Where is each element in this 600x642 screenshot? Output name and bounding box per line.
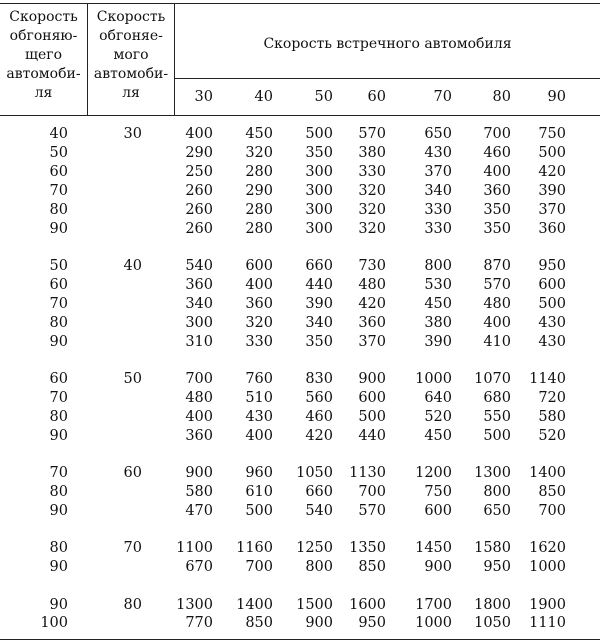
distance-cell: 350 bbox=[305, 144, 333, 161]
distance-cell: 550 bbox=[483, 408, 511, 425]
distance-cell: 320 bbox=[245, 144, 273, 161]
distance-cell: 450 bbox=[424, 295, 452, 312]
header-line: мого bbox=[113, 47, 149, 63]
distance-cell: 330 bbox=[245, 333, 273, 350]
distance-cell: 300 bbox=[305, 163, 333, 180]
distance-cell: 500 bbox=[245, 502, 273, 519]
distance-cell: 1450 bbox=[415, 540, 452, 557]
distance-cell: 580 bbox=[538, 408, 566, 425]
distance-cell: 750 bbox=[424, 483, 452, 500]
distance-cell: 460 bbox=[305, 408, 333, 425]
header-line: обгоняю- bbox=[9, 28, 78, 44]
overtaking-speed-cell: 70 bbox=[49, 182, 68, 199]
distance-cell: 260 bbox=[185, 220, 213, 237]
overtaking-speed-cell: 90 bbox=[49, 333, 68, 350]
overtaking-speed-cell: 90 bbox=[49, 220, 68, 237]
overtaken-speed-cell: 70 bbox=[123, 540, 142, 557]
overtaking-speed-cell: 90 bbox=[49, 502, 68, 519]
distance-cell: 300 bbox=[185, 314, 213, 331]
distance-cell: 1350 bbox=[349, 540, 386, 557]
overtaken-speed-cell: 50 bbox=[123, 370, 142, 387]
overtaken-speed-cell: 80 bbox=[123, 596, 142, 613]
distance-cell: 500 bbox=[483, 427, 511, 444]
distance-cell: 260 bbox=[185, 201, 213, 218]
distance-cell: 400 bbox=[245, 427, 273, 444]
overtaking-speed-cell: 70 bbox=[49, 295, 68, 312]
distance-cell: 700 bbox=[245, 559, 273, 576]
distance-cell: 870 bbox=[483, 257, 511, 274]
overtaking-speed-cell: 90 bbox=[49, 427, 68, 444]
header-sub-rule bbox=[174, 78, 600, 79]
overtaking-speed-cell: 80 bbox=[49, 201, 68, 218]
distance-cell: 1600 bbox=[349, 596, 386, 613]
distance-cell: 430 bbox=[424, 144, 452, 161]
header-oncoming-title: Скорость встречного автомобиля bbox=[263, 36, 512, 52]
oncoming-speed-header: 60 bbox=[367, 89, 386, 105]
distance-cell: 570 bbox=[358, 126, 386, 142]
distance-cell: 350 bbox=[305, 333, 333, 350]
distance-cell: 1140 bbox=[529, 370, 566, 387]
distance-cell: 1800 bbox=[474, 596, 511, 613]
distance-cell: 850 bbox=[245, 615, 273, 632]
distance-cell: 760 bbox=[245, 370, 273, 387]
distance-cell: 400 bbox=[185, 126, 213, 142]
distance-cell: 1400 bbox=[529, 465, 566, 481]
distance-cell: 720 bbox=[538, 389, 566, 406]
distance-cell: 540 bbox=[185, 257, 213, 274]
distance-cell: 370 bbox=[358, 333, 386, 350]
distance-cell: 670 bbox=[185, 559, 213, 576]
header-overtaking-speed bbox=[0, 8, 87, 103]
distance-cell: 770 bbox=[185, 615, 213, 632]
distance-cell: 340 bbox=[424, 182, 452, 199]
distance-cell: 1900 bbox=[529, 596, 566, 613]
distance-cell: 800 bbox=[305, 559, 333, 576]
distance-cell: 360 bbox=[245, 295, 273, 312]
oncoming-speed-header: 70 bbox=[433, 89, 452, 105]
table-bottom-rule bbox=[0, 639, 600, 640]
distance-cell: 340 bbox=[185, 295, 213, 312]
distance-cell: 520 bbox=[424, 408, 452, 425]
distance-cell: 600 bbox=[358, 389, 386, 406]
distance-cell: 280 bbox=[245, 220, 273, 237]
distance-cell: 1050 bbox=[296, 465, 333, 481]
distance-cell: 380 bbox=[358, 144, 386, 161]
distance-cell: 330 bbox=[358, 163, 386, 180]
oncoming-speed-header: 90 bbox=[547, 89, 566, 105]
overtaking-speed-cell: 50 bbox=[49, 144, 68, 161]
oncoming-speed-header: 30 bbox=[194, 89, 213, 105]
distance-cell: 950 bbox=[483, 559, 511, 576]
distance-cell: 360 bbox=[185, 276, 213, 293]
overtaken-speed-cell: 40 bbox=[123, 257, 142, 274]
overtaking-speed-cell: 90 bbox=[49, 559, 68, 576]
distance-cell: 390 bbox=[305, 295, 333, 312]
distance-cell: 300 bbox=[305, 220, 333, 237]
distance-cell: 480 bbox=[185, 389, 213, 406]
header-overtaken-speed bbox=[88, 8, 174, 103]
distance-cell: 950 bbox=[358, 615, 386, 632]
overtaking-speed-cell: 50 bbox=[49, 257, 68, 274]
distance-cell: 520 bbox=[538, 427, 566, 444]
distance-cell: 250 bbox=[185, 163, 213, 180]
distance-cell: 440 bbox=[305, 276, 333, 293]
distance-cell: 900 bbox=[185, 465, 213, 481]
header-line: ля bbox=[34, 85, 53, 101]
distance-cell: 360 bbox=[185, 427, 213, 444]
overtaking-speed-cell: 70 bbox=[49, 389, 68, 406]
distance-cell: 430 bbox=[538, 314, 566, 331]
header-line: автомоби- bbox=[93, 66, 169, 82]
distance-cell: 1000 bbox=[529, 559, 566, 576]
distance-cell: 320 bbox=[245, 314, 273, 331]
distance-cell: 350 bbox=[483, 220, 511, 237]
distance-cell: 680 bbox=[483, 389, 511, 406]
distance-cell: 370 bbox=[538, 201, 566, 218]
distance-cell: 400 bbox=[483, 163, 511, 180]
header-line: Скорость bbox=[9, 9, 78, 25]
distance-cell: 500 bbox=[538, 144, 566, 161]
header-line: автомоби- bbox=[6, 66, 81, 82]
distance-cell: 390 bbox=[538, 182, 566, 199]
distance-cell: 850 bbox=[538, 483, 566, 500]
header-line: обгоняе- bbox=[99, 28, 163, 44]
distance-cell: 510 bbox=[245, 389, 273, 406]
overtaking-speed-cell: 80 bbox=[49, 408, 68, 425]
overtaking-speed-cell: 70 bbox=[49, 465, 68, 481]
distance-cell: 1200 bbox=[415, 465, 452, 481]
distance-cell: 360 bbox=[358, 314, 386, 331]
distance-cell: 360 bbox=[483, 182, 511, 199]
distance-cell: 450 bbox=[245, 126, 273, 142]
distance-cell: 1100 bbox=[176, 540, 213, 557]
distance-cell: 1300 bbox=[176, 596, 213, 613]
distance-cell: 300 bbox=[305, 182, 333, 199]
distance-cell: 290 bbox=[245, 182, 273, 199]
distance-cell: 650 bbox=[483, 502, 511, 519]
distance-cell: 420 bbox=[358, 295, 386, 312]
distance-cell: 1300 bbox=[474, 465, 511, 481]
distance-cell: 1500 bbox=[296, 596, 333, 613]
distance-cell: 960 bbox=[245, 465, 273, 481]
header-line: ля bbox=[122, 85, 140, 101]
distance-cell: 420 bbox=[305, 427, 333, 444]
distance-cell: 900 bbox=[305, 615, 333, 632]
header-line: Скорость bbox=[96, 9, 166, 25]
distance-cell: 600 bbox=[245, 257, 273, 274]
distance-cell: 850 bbox=[358, 559, 386, 576]
distance-cell: 610 bbox=[245, 483, 273, 500]
distance-cell: 480 bbox=[358, 276, 386, 293]
distance-cell: 1070 bbox=[474, 370, 511, 387]
distance-cell: 800 bbox=[424, 257, 452, 274]
overtaking-speed-cell: 40 bbox=[49, 126, 68, 142]
distance-cell: 1700 bbox=[415, 596, 452, 613]
distance-cell: 330 bbox=[424, 220, 452, 237]
oncoming-speed-header: 50 bbox=[314, 89, 333, 105]
overtaking-speed-cell: 80 bbox=[49, 314, 68, 331]
overtaking-speed-cell: 80 bbox=[49, 540, 68, 557]
overtaking-speed-cell: 100 bbox=[40, 615, 68, 632]
overtaken-speed-cell: 30 bbox=[123, 126, 142, 142]
distance-cell: 1130 bbox=[349, 465, 386, 481]
distance-cell: 380 bbox=[424, 314, 452, 331]
distance-cell: 320 bbox=[358, 182, 386, 199]
header-line: щего bbox=[24, 47, 63, 63]
distance-cell: 440 bbox=[358, 427, 386, 444]
distance-cell: 430 bbox=[538, 333, 566, 350]
distance-cell: 480 bbox=[483, 295, 511, 312]
distance-cell: 500 bbox=[538, 295, 566, 312]
distance-cell: 290 bbox=[185, 144, 213, 161]
overtaking-speed-cell: 60 bbox=[49, 276, 68, 293]
distance-cell: 660 bbox=[305, 483, 333, 500]
distance-cell: 730 bbox=[358, 257, 386, 274]
distance-cell: 700 bbox=[483, 126, 511, 142]
distance-cell: 340 bbox=[305, 314, 333, 331]
distance-cell: 580 bbox=[185, 483, 213, 500]
overtaking-speed-cell: 60 bbox=[49, 370, 68, 387]
distance-cell: 1000 bbox=[415, 370, 452, 387]
distance-cell: 400 bbox=[483, 314, 511, 331]
distance-cell: 570 bbox=[483, 276, 511, 293]
distance-cell: 600 bbox=[424, 502, 452, 519]
distance-cell: 800 bbox=[483, 483, 511, 500]
overtaking-speed-cell: 90 bbox=[49, 596, 68, 613]
distance-cell: 360 bbox=[538, 220, 566, 237]
distance-cell: 900 bbox=[358, 370, 386, 387]
distance-cell: 1580 bbox=[474, 540, 511, 557]
distance-cell: 650 bbox=[424, 126, 452, 142]
distance-cell: 300 bbox=[305, 201, 333, 218]
distance-cell: 750 bbox=[538, 126, 566, 142]
distance-cell: 500 bbox=[305, 126, 333, 142]
distance-cell: 900 bbox=[424, 559, 452, 576]
distance-cell: 260 bbox=[185, 182, 213, 199]
distance-cell: 700 bbox=[358, 483, 386, 500]
distance-cell: 320 bbox=[358, 201, 386, 218]
distance-cell: 830 bbox=[305, 370, 333, 387]
distance-cell: 540 bbox=[305, 502, 333, 519]
distance-cell: 500 bbox=[358, 408, 386, 425]
distance-cell: 310 bbox=[185, 333, 213, 350]
distance-cell: 410 bbox=[483, 333, 511, 350]
oncoming-speed-header: 40 bbox=[254, 89, 273, 105]
distance-cell: 570 bbox=[358, 502, 386, 519]
oncoming-speed-header: 80 bbox=[492, 89, 511, 105]
distance-cell: 660 bbox=[305, 257, 333, 274]
distance-cell: 1050 bbox=[474, 615, 511, 632]
distance-cell: 950 bbox=[538, 257, 566, 274]
distance-cell: 370 bbox=[424, 163, 452, 180]
distance-cell: 1110 bbox=[529, 615, 566, 632]
distance-cell: 1250 bbox=[296, 540, 333, 557]
distance-cell: 560 bbox=[305, 389, 333, 406]
distance-cell: 420 bbox=[538, 163, 566, 180]
overtaking-speed-cell: 80 bbox=[49, 483, 68, 500]
table-top-rule bbox=[0, 3, 600, 4]
distance-cell: 700 bbox=[538, 502, 566, 519]
distance-cell: 470 bbox=[185, 502, 213, 519]
distance-cell: 1400 bbox=[236, 596, 273, 613]
distance-cell: 450 bbox=[424, 427, 452, 444]
overtaken-speed-cell: 60 bbox=[123, 465, 142, 481]
distance-cell: 400 bbox=[245, 276, 273, 293]
distance-cell: 1000 bbox=[415, 615, 452, 632]
distance-cell: 700 bbox=[185, 370, 213, 387]
distance-cell: 430 bbox=[245, 408, 273, 425]
distance-cell: 460 bbox=[483, 144, 511, 161]
distance-cell: 320 bbox=[358, 220, 386, 237]
distance-cell: 640 bbox=[424, 389, 452, 406]
distance-cell: 1160 bbox=[236, 540, 273, 557]
distance-cell: 400 bbox=[185, 408, 213, 425]
distance-cell: 1620 bbox=[529, 540, 566, 557]
header-bottom-rule bbox=[0, 115, 600, 116]
distance-cell: 530 bbox=[424, 276, 452, 293]
distance-cell: 600 bbox=[538, 276, 566, 293]
distance-cell: 330 bbox=[424, 201, 452, 218]
overtaking-speed-cell: 60 bbox=[49, 163, 68, 180]
distance-cell: 280 bbox=[245, 163, 273, 180]
distance-cell: 350 bbox=[483, 201, 511, 218]
distance-cell: 280 bbox=[245, 201, 273, 218]
distance-cell: 390 bbox=[424, 333, 452, 350]
